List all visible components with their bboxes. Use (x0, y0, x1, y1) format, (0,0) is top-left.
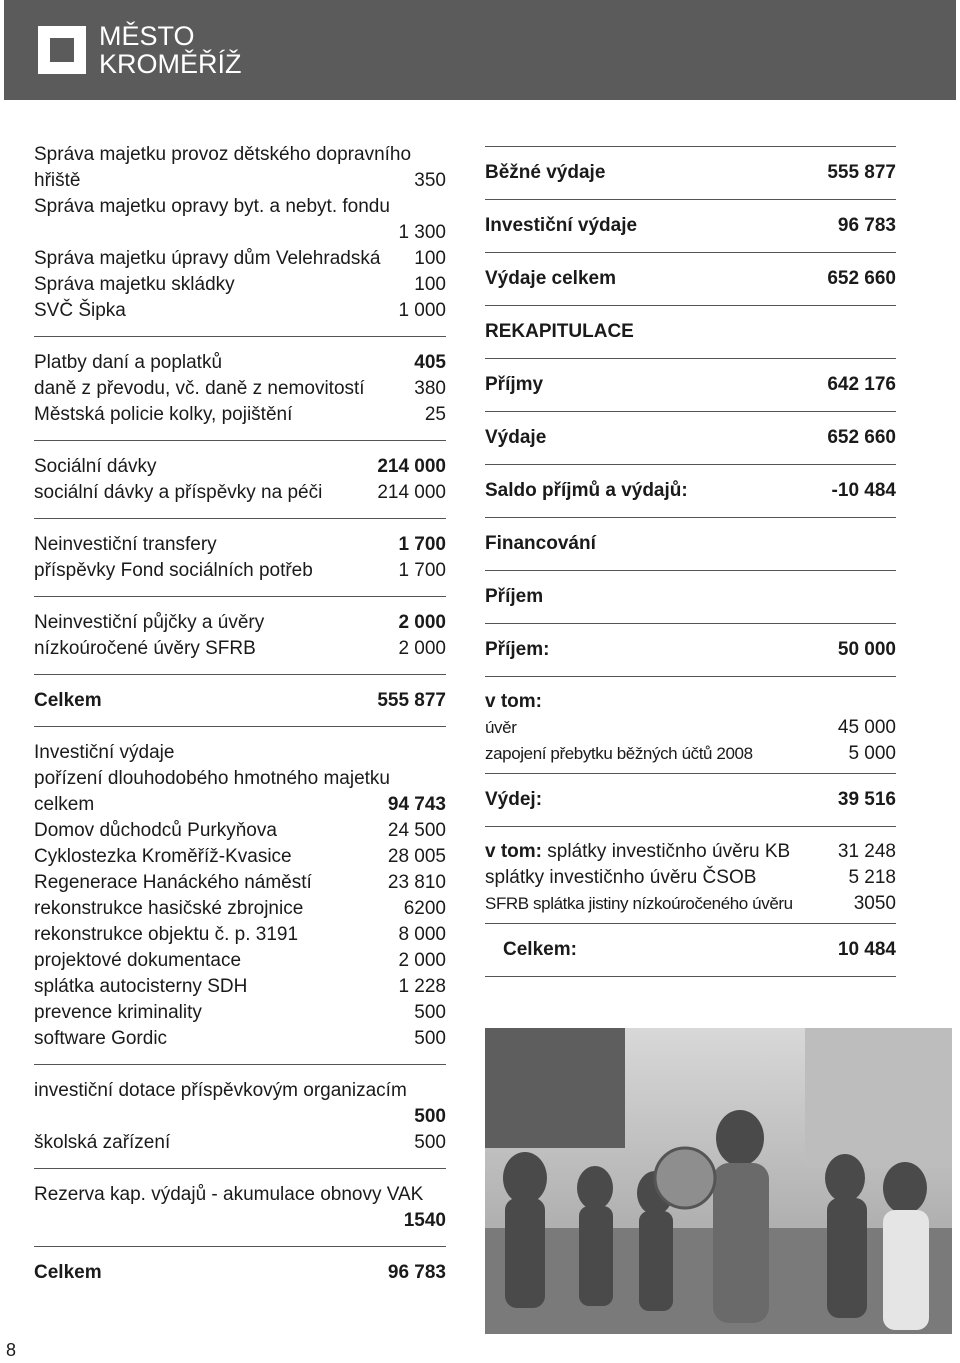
section-title: Platby daní a poplatků (34, 352, 223, 373)
item-label: daně z převodu, vč. daně z nemovitostí (34, 378, 365, 399)
item-label: nízkoúročené úvěry SFRB (34, 638, 256, 659)
page-number: 8 (6, 1340, 17, 1360)
item-label: celkem (34, 794, 95, 815)
item-label: Správa majetku provoz dětského dopravního (34, 144, 412, 165)
item-value: 31 248 (837, 841, 896, 862)
invest-item-row (34, 870, 446, 896)
summary-value: 39 516 (837, 789, 896, 810)
section-subtitle: pořízení dlouhodobého hmotného majetku (34, 768, 390, 789)
item-value: 28 005 (387, 846, 446, 867)
item-value: 100 (414, 274, 446, 295)
summary-label: Výdaje celkem (485, 268, 616, 289)
item-value: 1 228 (398, 976, 446, 997)
city-logo-icon (38, 26, 86, 74)
item-label: rekonstrukce hasičské zbrojnice (34, 898, 304, 919)
item-value: 1 700 (398, 560, 446, 581)
section-title: Sociální dávky (34, 456, 157, 477)
children-photo (485, 1028, 952, 1334)
item-label: Správa majetku úpravy dům Velehradská (34, 248, 381, 269)
divider (34, 726, 446, 727)
right-column (485, 146, 896, 977)
item-label: Správa majetku skládky (34, 274, 235, 295)
item-label: splátky investičnho úvěru KB (547, 841, 791, 862)
section-total: 405 (414, 352, 446, 373)
item-value: 500 (414, 1002, 446, 1023)
invest-item-row (34, 922, 446, 948)
item-label: zapojení přebytku běžných účtů 2008 (485, 744, 753, 763)
section-title: REKAPITULACE (485, 321, 634, 342)
section-title: Investiční výdaje (34, 742, 175, 763)
left-column (34, 142, 446, 1286)
summary-value: 50 000 (837, 639, 896, 660)
item-value: 1 000 (398, 300, 446, 321)
total-label: Celkem (34, 690, 102, 711)
summary-label: Výdej: (485, 789, 543, 810)
summary-value: -10 484 (831, 480, 896, 501)
item-value: 2 000 (398, 950, 446, 971)
invest-item-row (34, 1000, 446, 1026)
item-value: 1 300 (398, 222, 446, 243)
item-value: 350 (414, 170, 446, 191)
item-label: Cyklostezka Kroměříž-Kvasice (34, 846, 292, 867)
total-label: Celkem: (503, 939, 577, 960)
invest-item-row (34, 1026, 446, 1052)
vtom-label: v tom: (485, 841, 542, 862)
item-value: 5 218 (848, 867, 896, 888)
divider (34, 674, 446, 675)
invest-item-row (34, 896, 446, 922)
item-label: projektové dokumentace (34, 950, 242, 971)
item-label: SFRB splátka jistiny nízkoúročeného úvěru (485, 894, 793, 913)
summary-value: 642 176 (827, 374, 896, 395)
total-value: 10 484 (837, 939, 896, 960)
section-title: Neinvestiční transfery (34, 534, 217, 555)
divider (34, 1246, 446, 1247)
item-label: software Gordic (34, 1028, 168, 1049)
item-label: školská zařízení (34, 1132, 171, 1153)
item-label: SVČ Šipka (34, 300, 126, 321)
summary-label: Příjem: (485, 639, 550, 660)
divider (34, 440, 446, 441)
item-label: prevence kriminality (34, 1002, 202, 1023)
item-label: hřiště (34, 170, 81, 191)
item-label: splátky investičnho úvěru ČSOB (485, 867, 757, 888)
summary-value: 96 783 (837, 215, 896, 236)
invest-item-row (34, 948, 446, 974)
divider (34, 518, 446, 519)
item-value: 500 (414, 1106, 446, 1127)
divider (34, 1064, 446, 1065)
section-title: Neinvestiční půjčky a úvěry (34, 612, 265, 633)
section-total: 1 700 (398, 534, 446, 555)
divider (34, 1168, 446, 1169)
summary-label: Investiční výdaje (485, 215, 638, 236)
summary-label: Saldo příjmů a výdajů: (485, 480, 688, 501)
vtom-label: v tom: (485, 691, 542, 712)
total-label: Celkem (34, 1262, 102, 1283)
item-label: Domov důchodců Purkyňova (34, 820, 277, 841)
item-value: 380 (414, 378, 446, 399)
summary-label: Běžné výdaje (485, 162, 606, 183)
item-label: Regenerace Hanáckého náměstí (34, 872, 312, 893)
summary-value: 652 660 (827, 268, 896, 289)
item-label: splátka autocisterny SDH (34, 976, 248, 997)
item-label: Rezerva kap. výdajů - akumulace obnovy VAK (34, 1184, 424, 1205)
invest-item-row (34, 818, 446, 844)
item-value: 1540 (403, 1210, 446, 1231)
total-value: 555 877 (377, 690, 446, 711)
item-value: 45 000 (837, 717, 896, 738)
item-value: 3050 (853, 893, 896, 914)
item-label: investiční dotace příspěvkovým organizacím (34, 1080, 407, 1101)
summary-value: 652 660 (827, 427, 896, 448)
section-total: 214 000 (377, 456, 446, 477)
item-value: 6200 (403, 898, 446, 919)
item-value: 5 000 (848, 743, 896, 764)
divider (34, 336, 446, 337)
invest-item-row (34, 974, 446, 1000)
item-value: 214 000 (377, 482, 446, 503)
item-label: úvěr (485, 718, 517, 737)
item-label: příspěvky Fond sociálních potřeb (34, 560, 313, 581)
item-value: 500 (414, 1132, 446, 1153)
total-value: 96 783 (387, 1262, 446, 1283)
divider (34, 596, 446, 597)
item-label: sociální dávky a příspěvky na péči (34, 482, 323, 503)
item-value: 8 000 (398, 924, 446, 945)
item-value: 23 810 (387, 872, 446, 893)
item-value: 500 (414, 1028, 446, 1049)
section-title: Financování (485, 533, 596, 554)
item-value: 24 500 (387, 820, 446, 841)
item-label: Městská policie kolky, pojištění (34, 404, 293, 425)
city-name: MĚSTO KROMĚŘÍŽ (99, 21, 242, 79)
summary-value: 555 877 (827, 162, 896, 183)
item-value: 2 000 (398, 638, 446, 659)
summary-label: Příjmy (485, 374, 544, 395)
section-title: Příjem (485, 586, 544, 607)
invest-list (34, 818, 446, 1052)
item-value: 25 (424, 404, 446, 425)
item-label: rekonstrukce objektu č. p. 3191 (34, 924, 299, 945)
section-total: 2 000 (398, 612, 446, 633)
item-label: Správa majetku opravy byt. a nebyt. fondu (34, 196, 390, 217)
summary-label: Výdaje (485, 427, 547, 448)
header-banner (4, 0, 956, 100)
invest-item-row (34, 844, 446, 870)
item-value: 100 (414, 248, 446, 269)
section-total: 94 743 (387, 794, 446, 815)
